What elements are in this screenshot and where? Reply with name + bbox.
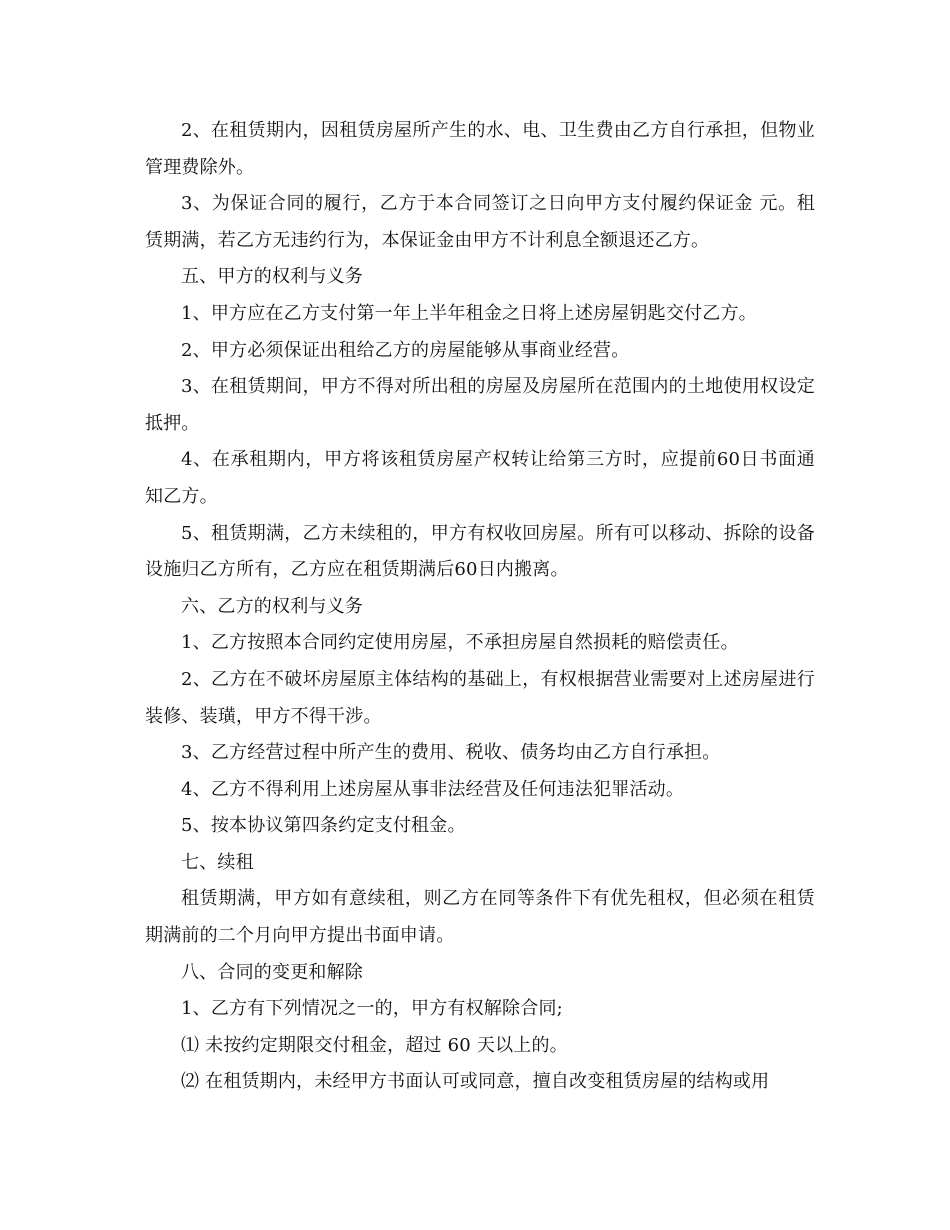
paragraph: 4、在承租期内，甲方将该租赁房屋产权转让给第三方时，应提前60日书面通知乙方。 [145, 449, 815, 507]
paragraph: 3、在租赁期间，甲方不得对所出租的房屋及房屋所在范围内的土地使用权设定抵押。 [145, 376, 815, 434]
paragraph: 2、甲方必须保证出租给乙方的房屋能够从事商业经营。 [181, 339, 630, 361]
paragraph: 4、乙方不得利用上述房屋从事非法经营及任何违法犯罪活动。 [181, 778, 685, 800]
list-item: ⑵ 在租赁期内，未经甲方书面认可或同意，擅自改变租赁房屋的结构或用 [181, 1071, 770, 1093]
document-body [145, 113, 815, 1101]
paragraph: 租赁期满，甲方如有意续租，则乙方在同等条件下有优先租权，但必须在租赁期满前的二个月向甲方提出书面申请。 [145, 888, 815, 947]
paragraph: 1、乙方按照本合同约定使用房屋，不承担房屋自然损耗的赔偿责任。 [181, 632, 739, 654]
paragraph: 2、乙方在不破坏房屋原主体结构的基础上，有权根据营业需要对上述房屋进行装修、装璜，甲方不得干涉。 [145, 668, 815, 727]
section-heading: 五、甲方的权利与义务 [181, 266, 363, 288]
paragraph: 3、为保证合同的履行，乙方于本合同签订之日向甲方支付履约保证金 元。租赁期满，若乙方无违约行为，本保证金由甲方不计利息全额退还乙方。 [145, 193, 815, 251]
paragraph: 2、在租赁期内，因租赁房屋所产生的水、电、卫生费由乙方自行承担，但物业管理费除外。 [145, 120, 815, 178]
paragraph: 3、乙方经营过程中所产生的费用、税收、债务均由乙方自行承担。 [181, 742, 721, 764]
paragraph: 1、乙方有下列情况之一的，甲方有权解除合同; [181, 998, 563, 1020]
paragraph: 5、租赁期满，乙方未续租的，甲方有权收回房屋。所有可以移动、拆除的设备设施归乙方所有，乙方应在租赁期满后60日内搬离。 [145, 522, 815, 581]
paragraph: 1、甲方应在乙方支付第一年上半年租金之日将上述房屋钥匙交付乙方。 [181, 302, 757, 324]
paragraph: 5、按本协议第四条约定支付租金。 [181, 815, 466, 837]
list-item: ⑴ 未按约定期限交付租金，超过 60 天以上的。 [181, 1034, 568, 1056]
section-heading: 六、乙方的权利与义务 [181, 595, 363, 617]
section-heading: 七、续租 [181, 851, 254, 873]
section-heading: 八、合同的变更和解除 [181, 961, 363, 983]
